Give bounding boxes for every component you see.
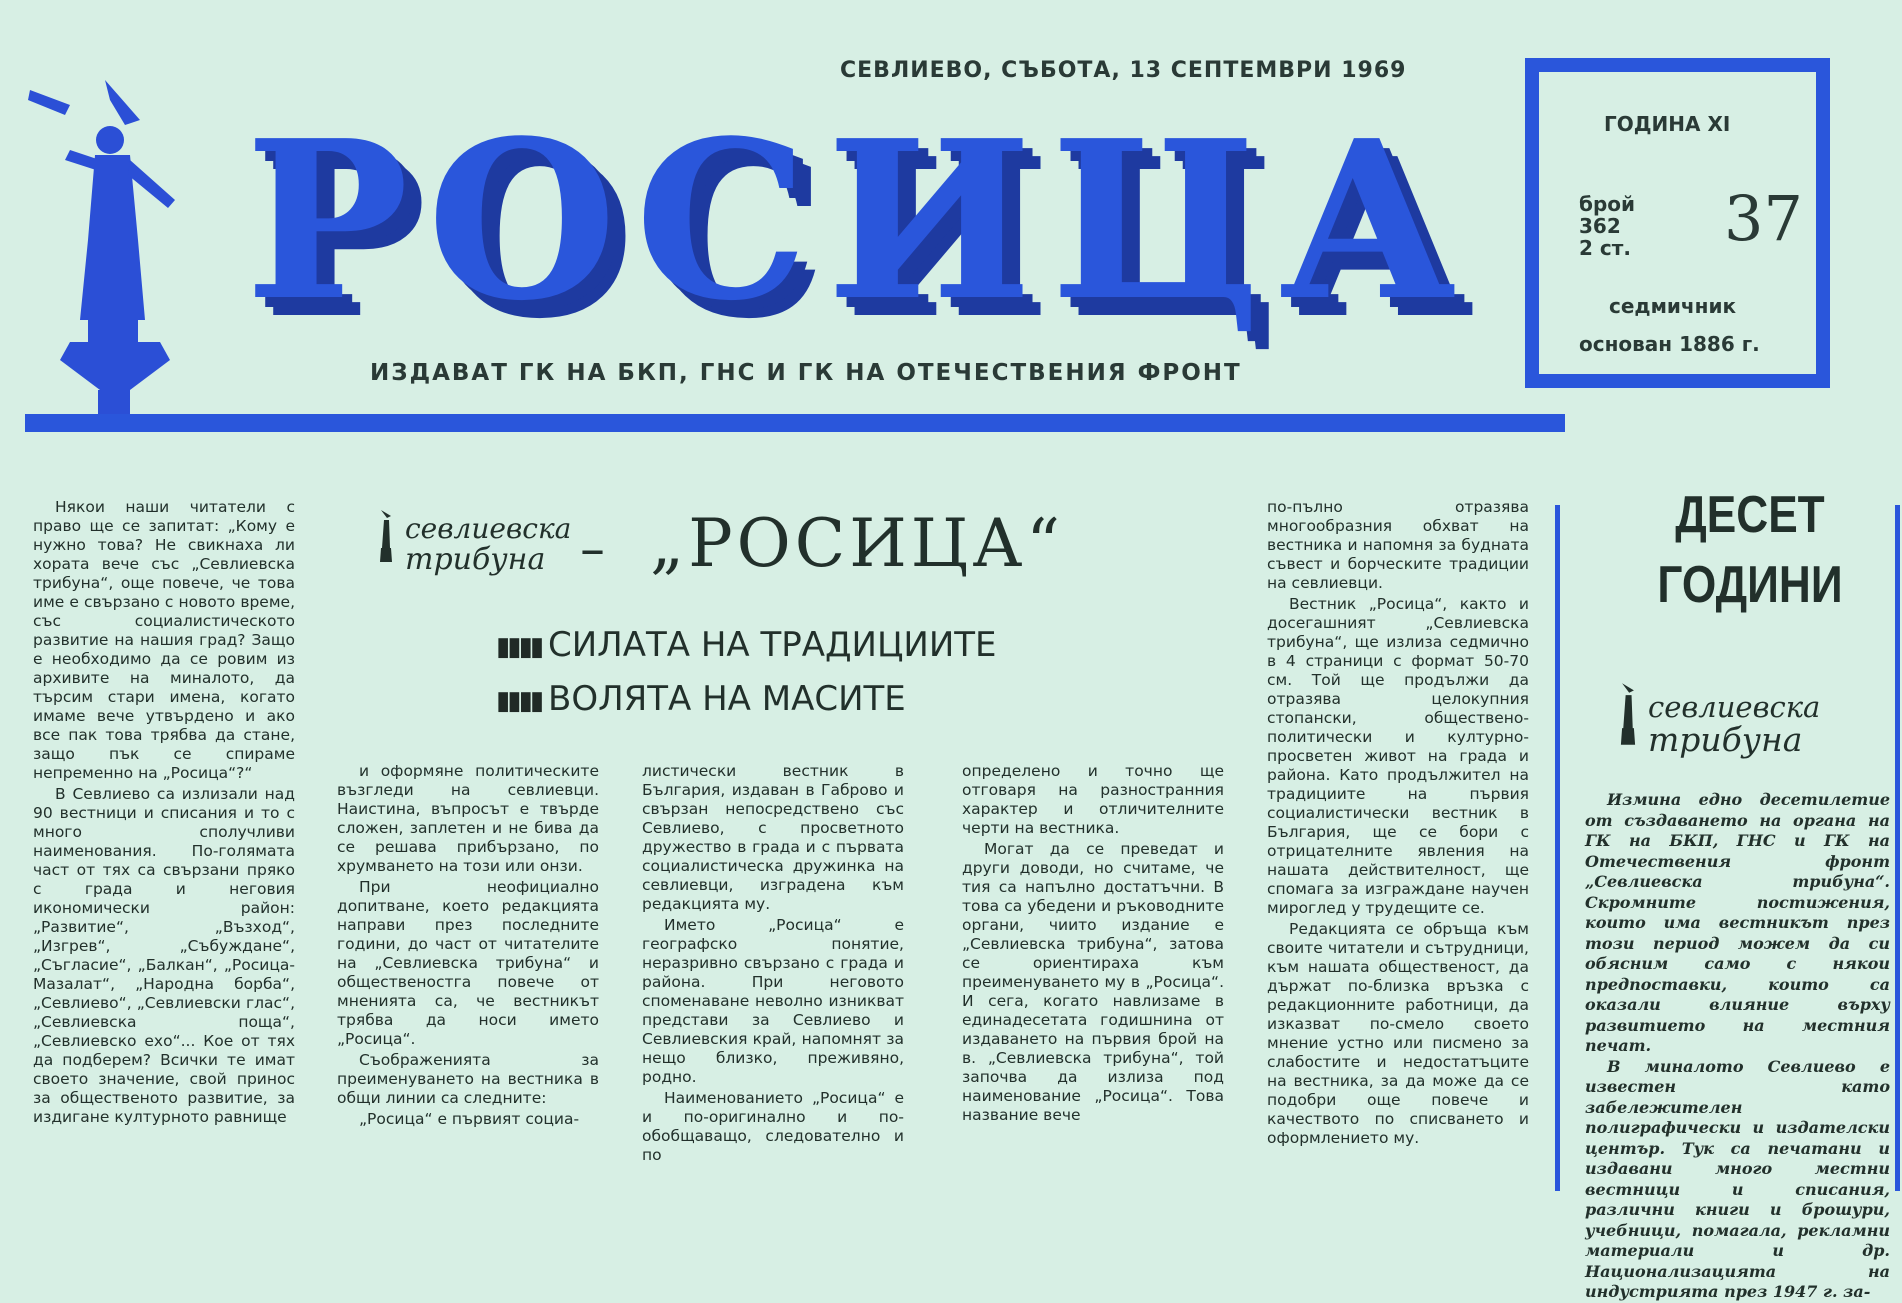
- dateline: СЕВЛИЕВО, СЪБОТА, 13 СЕПТЕМВРИ 1969: [840, 58, 1407, 83]
- sidebar-heading: [1640, 480, 1861, 620]
- issue-number: 37: [1724, 182, 1803, 255]
- article-column-3: [642, 762, 904, 1167]
- paragraph: „Росица“ е първият социа-: [359, 1110, 580, 1128]
- paragraph: В миналото Севлиево е известен като забележителен полиграфически и издателски център. Тук са печатани и издавани много местни вестници и списания, различни книги и брошури, учебници, помагала, рекламни материали и др. Национализацията на индустрията през 1947 г. за-: [1585, 1056, 1890, 1301]
- issue-info-box: [1525, 58, 1830, 388]
- paragraph: Някои наши читатели с право ще се запитат: „Кому е нужно това? Не свикнаха ли хората вече със „Севлиевска трибуна“, още повече, че това име е свързано с новото време, със социалистическото развитие на нашия град? Защо е необходимо да се ровим из архивите на миналото, да търсим стари имена, когато имаме вече утвърдено и ако все пак това трябва да стане, защо пък се спираме непременно на „Росица“?“: [33, 498, 295, 782]
- paragraph: Измина едно десетилетие от създаването на органа на ГК на БКП, ГНС и ГК на Отечествения фронт „Севлиевска трибуна“. Скромните постижения, които има вестникът през този период можем да си обясним само с някои предпоставки, които са оказали влияние върху развитието на местния печат.: [1585, 790, 1890, 1055]
- statue-emblem: [10, 60, 210, 420]
- bullet-bars: ▮▮▮▮: [496, 632, 542, 662]
- sidebar-logo-statue-icon: [1615, 680, 1641, 748]
- issue-total: 362: [1579, 214, 1621, 238]
- newspaper-title: РОСИЦА: [245, 93, 1475, 349]
- paragraph: листически вестник в България, издаван в Габрово и свързан непосредствено със Севлиево, с просветното дружество в града и с първата социалистическа дружинка на севлиевци, изградена към редакцията му.: [642, 762, 904, 913]
- frequency: седмичник: [1609, 294, 1737, 318]
- masthead-rule: [25, 414, 1565, 432]
- sidebar-logo-line1: севлиевска: [1648, 690, 1821, 724]
- paragraph: Името „Росица“ е географско понятие, неразривно свързано с града и района. При неговото споменаване неволно изникват представи за Севлиево и Севлиевския край, напомнят за нещо близко, преживяно, родно.: [642, 916, 904, 1086]
- paragraph: Могат да се преведат и други доводи, но считаме, че тия са напълно достатъчни. В това са убедени и ръководните органи, чиито издание е „Севлиевска трибуна“, затова се ориентираха към преименуването му в „Росица“. И сега, когато навлизаме в единадесетата годишнина от издаването на първия брой на в. „Севлиевска трибуна“, той започва да излиза под наименование „Росица“. Това название вече: [962, 840, 1224, 1124]
- article-column-2: [337, 762, 599, 1131]
- sidebar-left-rule: [1555, 505, 1560, 1191]
- logo-line1: севлиевска: [405, 512, 572, 545]
- paragraph: Съображенията за преименуването на вестника в общи линии са следните:: [337, 1051, 599, 1107]
- article-headline: „РОСИЦА“: [650, 505, 1065, 582]
- paragraph: В Севлиево са излизали над 90 вестници и списания и то с много сполучливи наименования. По-голямата част от тях са свързани пряко с града и неговия икономически район: „Развитие“, „Възход“, „Изгрев“, „Събуждане“, „Съгласие“, „Балкан“, „Росица-Мазалат“, „Народна борба“, „Севлиево“, „Севлиевски глас“, „Севлиевска поща“, „Севлиевско ехо“... Кое от тях да подберем? Всички те имат своето значение, свой принос за общественото развитие, за издигане културното равнище: [33, 785, 295, 1126]
- logo-statue-icon: [375, 508, 397, 564]
- year-label: ГОДИНА XI: [1604, 112, 1731, 136]
- sidebar-right-rule: [1895, 505, 1900, 1191]
- price: 2 ст.: [1579, 236, 1631, 260]
- paragraph: определено и точно ще отговаря на разностранния характер и отличителните черти на вестника.: [962, 762, 1224, 837]
- sidebar-text: [1585, 790, 1890, 1303]
- paragraph: и оформяне политическите възгледи на севлиевци. Наистина, въпросът е твърде сложен, заплетен и не бива да се решава прибързано, по хрумването на този или онзи.: [337, 762, 599, 875]
- bullet-bars: ▮▮▮▮: [496, 686, 542, 716]
- subheading-1: СИЛАТА НА ТРАДИЦИИТЕ: [548, 625, 997, 665]
- logo-line2: трибуна: [405, 542, 546, 577]
- sidebar-logo-line2: трибуна: [1648, 720, 1803, 759]
- paragraph: Редакцията се обръща към своите читатели и сътрудници, към нашата общественост, да държат по-близка връзка с редакционните работници, да изказват по-смело своето мнение устно или писмено за слабостите и недостатъците на вестника, за да може да се подобри още повече и качеството по списването и оформлението му.: [1267, 920, 1529, 1147]
- issue-label: брой: [1579, 192, 1636, 216]
- paragraph: Вестник „Росица“, както и досегашният „Севлиевска трибуна“, ще излиза седмично в 4 страници с формат 50-70 см. Той ще продължи да отразява целокупния стопански, обществено-политически и културно-просветен живот на града и района. Като продължител на традициите на първия социалистически вестник в България, ще се бори с отрицателните явления на нашата действителност, ще спомага за изграждане научен мироглед у трудещите се.: [1267, 595, 1529, 917]
- sidebar-heading-line2: ГОДИНИ: [1657, 556, 1843, 614]
- founded: основан 1886 г.: [1579, 332, 1760, 356]
- paragraph: При неофициално допитване, което редакцията направи през последните години, до част от читателите на „Севлиевска трибуна“ и общественостга повече от мненията са, че вестникът трябва да носи името „Росица“.: [337, 878, 599, 1048]
- paragraph: Наименованието „Росица“ е и по-оригинално и по-обобщаващо, следователно и по: [642, 1089, 904, 1164]
- article-column-5: [1267, 498, 1529, 1150]
- headline-dash: –: [580, 520, 605, 578]
- paragraph: по-пълно отразява многообразния обхват на вестника и напомня за будната съвест и борческите традиции на севлиевци.: [1267, 498, 1529, 592]
- article-column-4a: [962, 762, 1224, 1127]
- sidebar-heading-line1: ДЕСЕТ: [1675, 486, 1825, 544]
- subheading-2: ВОЛЯТА НА МАСИТЕ: [548, 679, 906, 719]
- article-column-1: [33, 498, 295, 1129]
- publisher-line: ИЗДАВАТ ГК НА БКП, ГНС И ГК НА ОТЕЧЕСТВЕНИЯ ФРОНТ: [370, 360, 1242, 386]
